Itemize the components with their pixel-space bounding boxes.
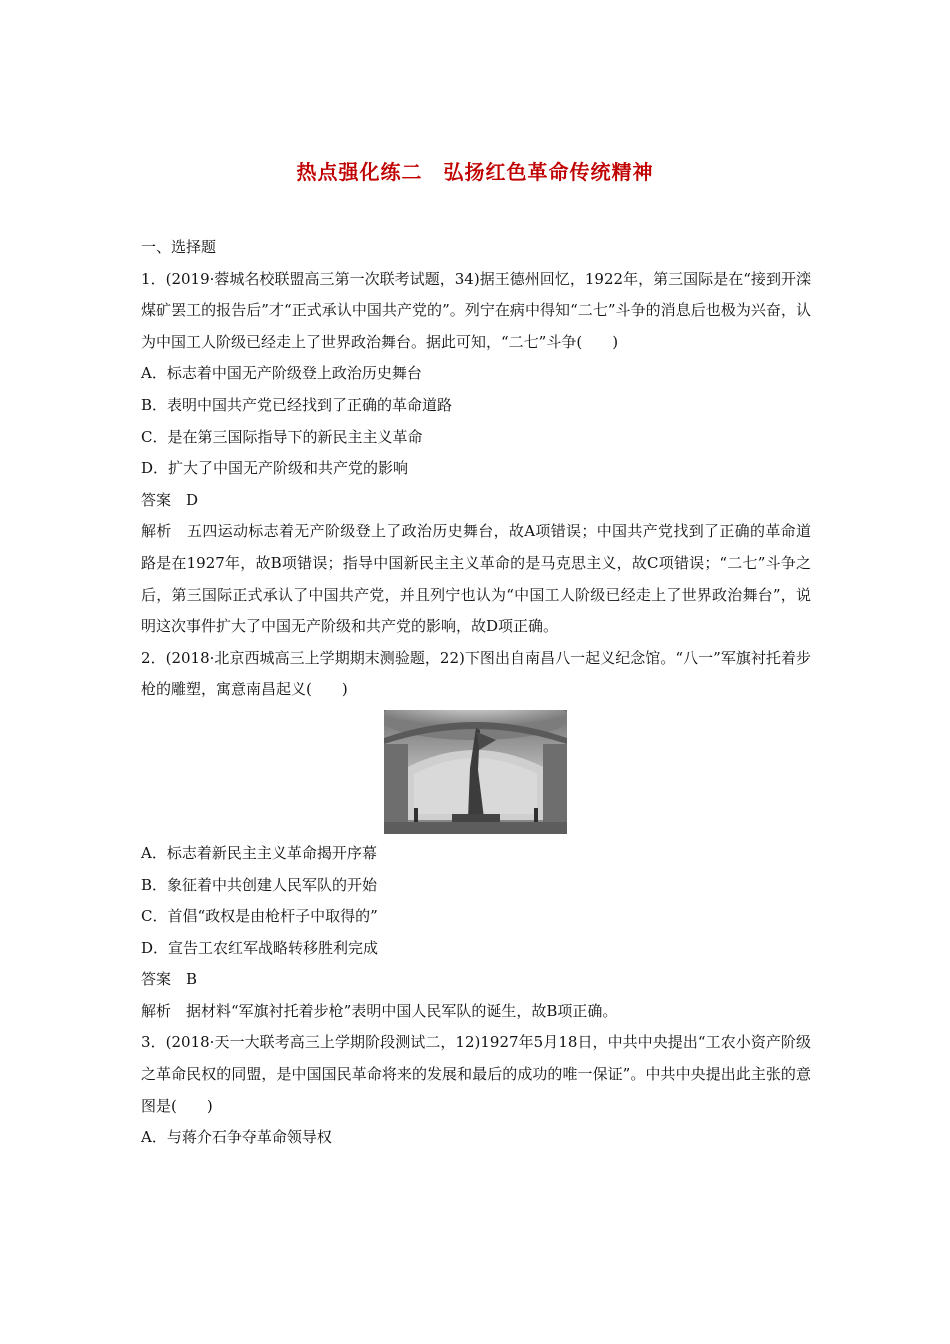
question-1-option-d: D．扩大了中国无产阶级和共产党的影响 xyxy=(141,459,409,478)
question-2-option-a: A．标志着新民主主义革命揭开序幕 xyxy=(141,843,377,862)
question-1-option-b: B．表明中国共产党已经找到了正确的革命道路 xyxy=(141,395,453,414)
question-2-option-c: C．首倡“政权是由枪杆子中取得的” xyxy=(141,907,378,926)
question-1-option-a: A．标志着中国无产阶级登上政治历史舞台 xyxy=(141,364,422,383)
question-2-stem: 2．(2018·北京西城高三上学期期末测验题，22)下图出自南昌八一起义纪念馆。“八一”军旗衬托着步枪的雕塑，寓意南昌起义( ) xyxy=(141,648,811,699)
question-1-stem: 1．(2019·蓉城名校联盟高三第一次联考试题，34)据王德州回忆，1922年，第三国际是在“接到开滦煤矿罢工的报告后”才“正式承认中国共产党的”。列宁在病中得知“二七”斗争的消息后也极为兴奋，认为中国工人阶级已经走上了世界政治舞台。据此可知，“二七”斗争( ) xyxy=(141,269,811,351)
content xyxy=(141,232,811,1154)
question-3-stem: 3．(2018·天一大联考高三上学期阶段测试二，12)1927年5月18日，中共中央提出“工农小资产阶级之革命民权的同盟，是中国国民革命将来的发展和最后的成功的唯一保证”。中共中央提出此主张的意图是( ) xyxy=(141,1033,811,1115)
page-title: 热点强化练二 弘扬红色革命传统精神 xyxy=(296,160,654,184)
question-1-analysis: 解析 五四运动标志着无产阶级登上了政治历史舞台，故A项错误；中国共产党找到了正确的革命道路是在1927年，故B项错误；指导中国新民主主义革命的是马克思主义，故C项错误；“二七”斗争之后，第三国际正式承认了中国共产党，并且列宁也认为“中国工人阶级已经走上了世界政治舞台”，说明这次事件扩大了中国无产阶级和共产党的影响，故D项正确。 xyxy=(141,522,811,636)
question-3-option-a: A．与蒋介石争夺革命领导权 xyxy=(141,1128,332,1147)
question-2-option-d: D．宣告工农红军战略转移胜利完成 xyxy=(141,938,379,957)
question-2-analysis: 解析 据材料“军旗衬托着步枪”表明中国人民军队的诞生，故B项正确。 xyxy=(141,1001,618,1020)
question-2-option-b: B．象征着中共创建人民军队的开始 xyxy=(141,875,378,894)
sculpture-photo xyxy=(384,710,567,834)
question-1-answer: 答案 D xyxy=(141,490,199,509)
question-1-option-c: C．是在第三国际指导下的新民主主义革命 xyxy=(141,427,423,446)
section-heading: 一、选择题 xyxy=(141,238,217,256)
question-2-answer: 答案 B xyxy=(141,970,198,989)
